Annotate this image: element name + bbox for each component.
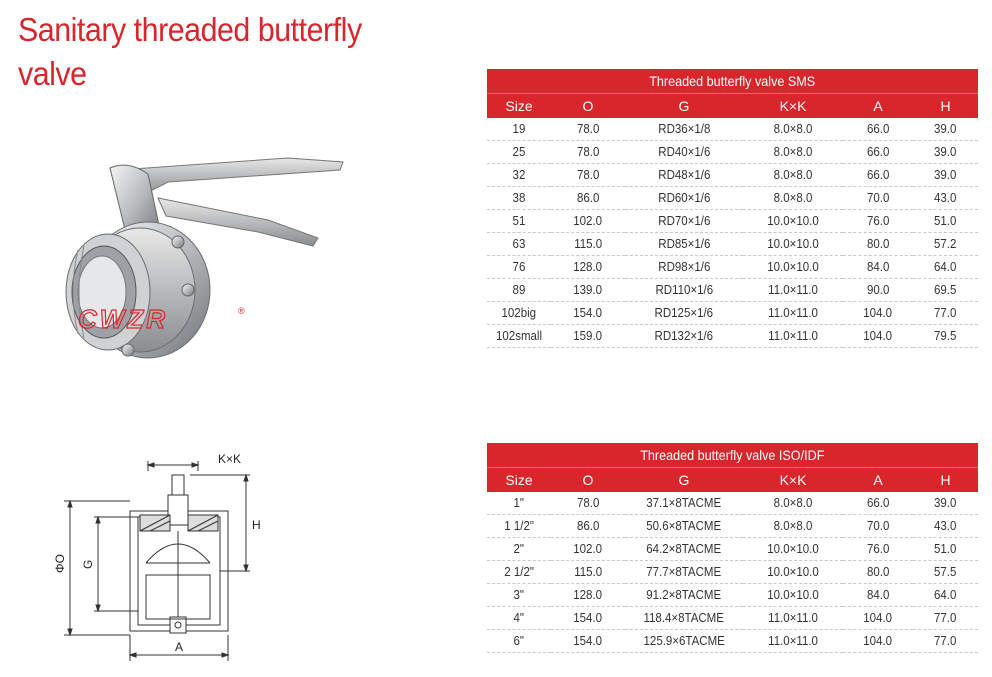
table-cell: RD98×1/6 [625,256,743,279]
table-cell: RD85×1/6 [625,233,743,256]
table-row [487,279,978,302]
table-cell: 86.0 [551,187,625,210]
table-cell: 78.0 [551,492,625,515]
table-cell: 19 [487,118,551,141]
label-a: A [175,640,184,654]
table-cell: 51.0 [913,210,978,233]
table-cell: 57.2 [913,233,978,256]
table-cell: 1" [487,492,551,515]
table-cell: 63 [487,233,551,256]
valve-photo [48,150,348,375]
table-cell: 90.0 [843,279,913,302]
header-g: G [625,94,743,119]
table-cell: 76.0 [843,538,913,561]
table-cell: RD110×1/6 [625,279,743,302]
header-a: A [843,468,913,493]
table-cell: 118.4×8TACME [625,607,743,630]
table-row [487,302,978,325]
table-cell: 125.9×6TACME [625,630,743,653]
table-cell: 10.0×10.0 [743,256,843,279]
table-row [487,607,978,630]
table-cell: 115.0 [551,561,625,584]
table-cell: 6" [487,630,551,653]
label-g: G [81,559,95,569]
table-cell: 128.0 [551,584,625,607]
table-cell: 51.0 [913,538,978,561]
table-row [487,325,978,348]
table-cell: 8.0×8.0 [743,515,843,538]
table-cell: 104.0 [843,607,913,630]
table-cell: 66.0 [843,164,913,187]
table-cell: 77.7×8TACME [625,561,743,584]
label-kk: K×K [218,452,242,466]
table-cell: 37.1×8TACME [625,492,743,515]
table-row [487,187,978,210]
iso-table-caption: Threaded butterfly valve ISO/IDF [487,443,978,468]
table-cell: 39.0 [913,164,978,187]
table-cell: 8.0×8.0 [743,164,843,187]
svg-text:®: ® [238,306,245,316]
table-cell: 66.0 [843,141,913,164]
table-cell: 84.0 [843,584,913,607]
table-cell: 32 [487,164,551,187]
table-cell: 64.0 [913,256,978,279]
table-cell: 57.5 [913,561,978,584]
table-cell: 102big [487,302,551,325]
table-cell: 76.0 [843,210,913,233]
watermark-logo: CWZR [78,304,168,334]
table-cell: RD132×1/6 [625,325,743,348]
table-cell: 159.0 [551,325,625,348]
table-cell: 38 [487,187,551,210]
table-row [487,584,978,607]
table-cell: RD40×1/6 [625,141,743,164]
header-o: O [551,468,625,493]
table-cell: 69.5 [913,279,978,302]
table-row [487,630,978,653]
table-cell: 10.0×10.0 [743,561,843,584]
header-a: A [843,94,913,119]
header-size: Size [487,468,551,493]
header-o: O [551,94,625,119]
table-cell: 77.0 [913,607,978,630]
table-cell: 66.0 [843,118,913,141]
table-cell: 139.0 [551,279,625,302]
table-cell: 10.0×10.0 [743,584,843,607]
table-cell: 2 1/2" [487,561,551,584]
table-cell: 39.0 [913,141,978,164]
table-cell: 8.0×8.0 [743,187,843,210]
table-cell: 77.0 [913,630,978,653]
table-cell: 102small [487,325,551,348]
table-cell: 128.0 [551,256,625,279]
table-cell: 11.0×11.0 [743,279,843,302]
table-row [487,256,978,279]
table-cell: 79.5 [913,325,978,348]
table-row [487,561,978,584]
table-row [487,515,978,538]
table-cell: 154.0 [551,630,625,653]
table-cell: 102.0 [551,210,625,233]
table-cell: 2" [487,538,551,561]
table-row [487,141,978,164]
dimension-drawing [50,445,350,670]
table-cell: 51 [487,210,551,233]
table-cell: 78.0 [551,164,625,187]
table-cell: 86.0 [551,515,625,538]
table-row [487,492,978,515]
table-cell: RD70×1/6 [625,210,743,233]
table-cell: 11.0×11.0 [743,607,843,630]
table-cell: 8.0×8.0 [743,118,843,141]
sms-table-caption: Threaded butterfly valve SMS [487,69,978,94]
header-h: H [913,468,978,493]
table-cell: 77.0 [913,302,978,325]
header-size: Size [487,94,551,119]
table-cell: 39.0 [913,118,978,141]
label-o: ΦO [53,554,67,573]
header-h: H [913,94,978,119]
table-cell: 104.0 [843,302,913,325]
table-cell: RD125×1/6 [625,302,743,325]
table-cell: 4" [487,607,551,630]
table-cell: 8.0×8.0 [743,141,843,164]
page-title: Sanitary threaded butterfly valve [18,11,362,92]
table-cell: 78.0 [551,118,625,141]
table-cell: 70.0 [843,515,913,538]
table-cell: 104.0 [843,630,913,653]
table-cell: 102.0 [551,538,625,561]
table-cell: 11.0×11.0 [743,325,843,348]
table-row [487,233,978,256]
label-h: H [252,518,261,532]
table-cell: 80.0 [843,233,913,256]
table-cell: 43.0 [913,515,978,538]
table-cell: 8.0×8.0 [743,492,843,515]
table-cell: 50.6×8TACME [625,515,743,538]
table-row [487,164,978,187]
sms-header-row [487,94,978,119]
table-cell: 80.0 [843,561,913,584]
table-cell: 66.0 [843,492,913,515]
table-cell: 76 [487,256,551,279]
header-kk: K×K [743,94,843,119]
table-cell: 84.0 [843,256,913,279]
table-cell: 11.0×11.0 [743,302,843,325]
table-cell: 154.0 [551,607,625,630]
table-cell: RD36×1/8 [625,118,743,141]
table-cell: 70.0 [843,187,913,210]
table-cell: 10.0×10.0 [743,538,843,561]
table-cell: 3" [487,584,551,607]
table-cell: 39.0 [913,492,978,515]
table-cell: 1 1/2" [487,515,551,538]
table-cell: 64.2×8TACME [625,538,743,561]
table-cell: 64.0 [913,584,978,607]
table-cell: RD60×1/6 [625,187,743,210]
table-cell: 11.0×11.0 [743,630,843,653]
table-cell: 104.0 [843,325,913,348]
header-kk: K×K [743,468,843,493]
sms-spec-table [487,69,978,348]
table-cell: 78.0 [551,141,625,164]
table-cell: 25 [487,141,551,164]
table-cell: RD48×1/6 [625,164,743,187]
table-row [487,538,978,561]
table-row [487,210,978,233]
header-g: G [625,468,743,493]
table-cell: 91.2×8TACME [625,584,743,607]
table-cell: 43.0 [913,187,978,210]
table-cell: 115.0 [551,233,625,256]
table-cell: 154.0 [551,302,625,325]
iso-spec-table [487,443,978,653]
table-cell: 89 [487,279,551,302]
table-cell: 10.0×10.0 [743,210,843,233]
iso-header-row [487,468,978,493]
table-cell: 10.0×10.0 [743,233,843,256]
table-row [487,118,978,141]
